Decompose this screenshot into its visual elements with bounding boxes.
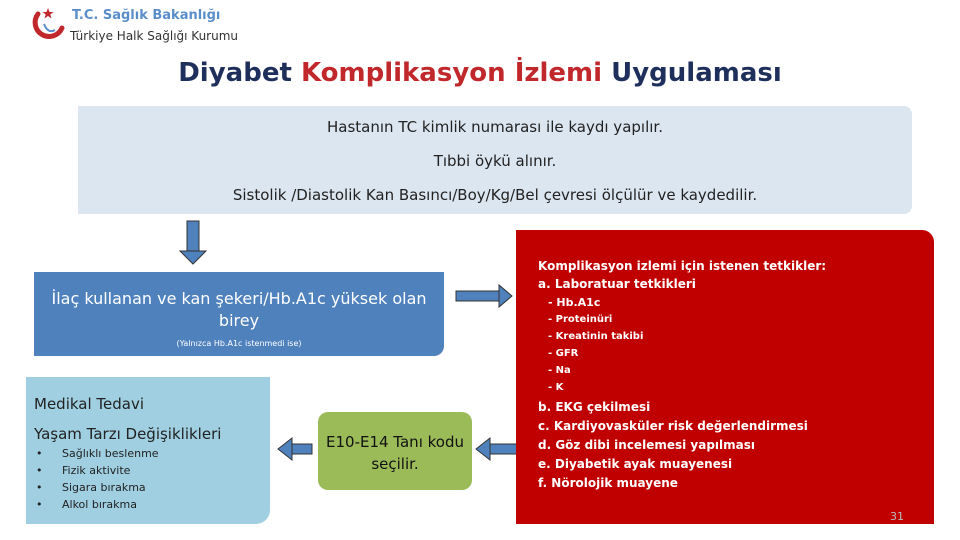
top-line-1: Hastanın TC kimlik numarası ile kaydı yapılır.: [327, 118, 663, 136]
institution-name: Türkiye Halk Sağlığı Kurumu: [70, 29, 239, 43]
other-test-item: f. Nörolojik muayene: [538, 476, 678, 490]
list-item-text: Sağlıklı beslenme: [62, 447, 159, 460]
tests-box: [516, 230, 934, 524]
down-arrow-icon: [180, 221, 206, 264]
other-test-item: e. Diyabetik ayak muayenesi: [538, 457, 733, 471]
left-arrow-icon-2: [278, 438, 312, 460]
page-number: 31: [890, 510, 904, 523]
patient-criteria-note: (Yalnızca Hb.A1c istenmedi ise): [176, 339, 302, 348]
title-part-2: Komplikasyon İzlemi: [300, 58, 603, 88]
top-line-2: Tıbbi öykü alınır.: [433, 152, 557, 170]
bullet: •: [36, 481, 43, 494]
lab-test-item: - Proteinüri: [548, 314, 613, 325]
lab-test-item: - Na: [548, 365, 571, 376]
ministry-name: T.C. Sağlık Bakanlığı: [72, 8, 221, 23]
right-arrow-icon: [456, 285, 512, 307]
patient-criteria-box: [34, 272, 444, 356]
treatment-box: [26, 377, 270, 524]
top-line-3: Sistolik /Diastolik Kan Basıncı/Boy/Kg/Bel çevresi ölçülür ve kaydedilir.: [232, 186, 758, 204]
lab-test-item: - GFR: [548, 348, 579, 359]
title-part-3: Uygulaması: [602, 58, 782, 88]
diagnosis-code-text: E10-E14 Tanı kodu seçilir.: [326, 433, 464, 473]
lab-test-item: - K: [548, 382, 564, 393]
tests-heading: Komplikasyon izlemi için istenen tetkikler:: [538, 259, 827, 273]
list-item: [36, 498, 43, 511]
bullet: •: [36, 447, 43, 460]
list-item-text: Sigara bırakma: [62, 481, 146, 494]
title-part-1: Diyabet: [178, 58, 301, 88]
list-item-text: Fizik aktivite: [62, 464, 131, 477]
list-item: [36, 481, 43, 494]
lab-tests-heading: a. Laboratuar tetkikleri: [538, 277, 696, 291]
diagnosis-code-box: [318, 412, 472, 490]
list-item: [36, 447, 43, 460]
lab-test-item: - Kreatinin takibi: [548, 331, 644, 342]
other-test-item: c. Kardiyovasküler risk değerlendirmesi: [538, 419, 808, 433]
other-test-item: d. Göz dibi incelemesi yapılması: [538, 438, 755, 452]
patient-criteria-text: İlaç kullanan ve kan şekeri/Hb.A1c yüksek olan birey: [51, 289, 427, 330]
treatment-title-1: Medikal Tedavi: [34, 395, 145, 413]
bullet: •: [36, 498, 43, 511]
other-test-item: b. EKG çekilmesi: [538, 400, 651, 414]
bullet: •: [36, 464, 43, 477]
list-item: [36, 464, 43, 477]
treatment-title-2: Yaşam Tarzı Değişiklikleri: [34, 425, 222, 443]
list-item-text: Alkol bırakma: [62, 498, 137, 511]
lab-test-item: - Hb.A1c: [548, 296, 601, 309]
left-arrow-icon-1: [476, 438, 518, 460]
